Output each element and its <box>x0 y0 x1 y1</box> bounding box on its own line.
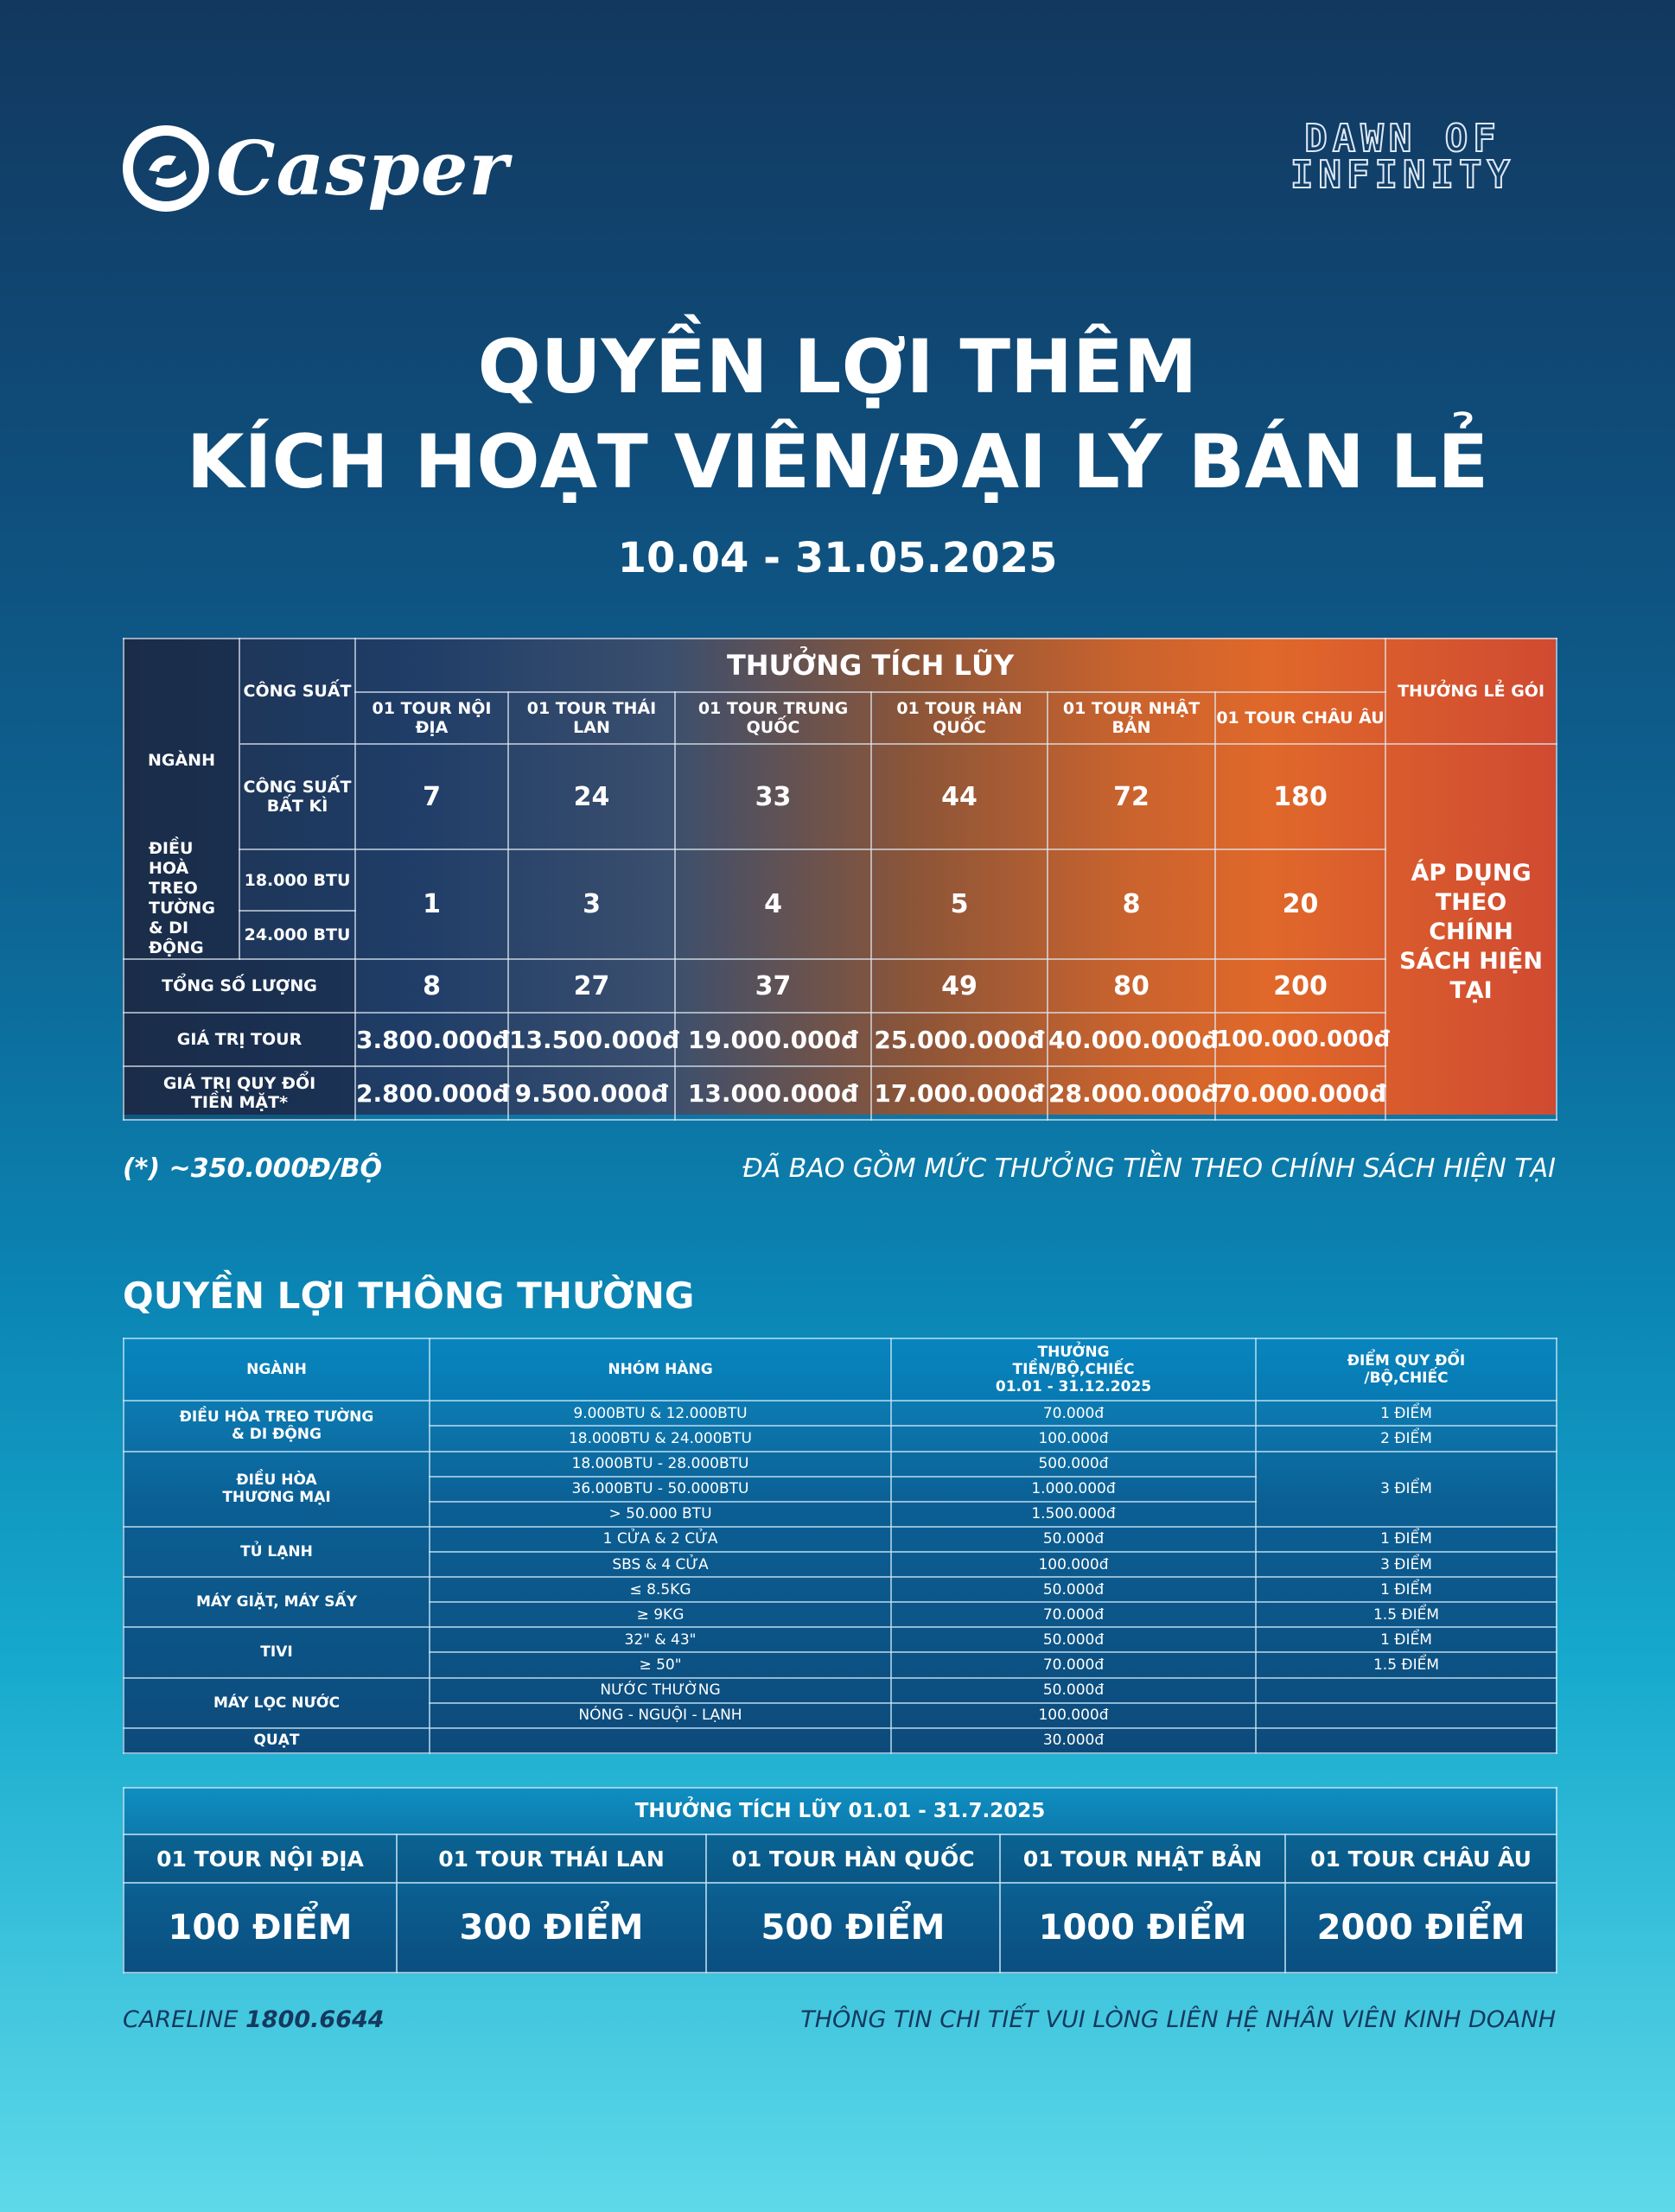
category-cell: ĐIỀU HÒA THƯƠNG MẠI <box>124 1452 430 1527</box>
category-cell: QUẠT <box>124 1728 430 1753</box>
group-cell: 18.000BTU & 24.000BTU <box>430 1426 891 1451</box>
cell-cash: 9.500.000đ <box>508 1066 675 1120</box>
group-cell: SBS & 4 CỬA <box>430 1552 891 1577</box>
section-title: QUYỀN LỢI THÔNG THƯỜNG <box>123 1274 695 1317</box>
group-cell <box>430 1728 891 1753</box>
category-cell: ĐIỀU HÒA TREO TƯỜNG & DI ĐỘNG <box>124 1401 430 1451</box>
cell-tour-value: 100.000.000đ <box>1215 1013 1385 1066</box>
casper-emblem-icon <box>123 125 209 212</box>
money-cell: 1.000.000đ <box>891 1477 1256 1502</box>
points-cell: 1 ĐIỂM <box>1256 1627 1557 1652</box>
page-title <box>0 320 1675 510</box>
money-cell: 70.000đ <box>891 1602 1256 1627</box>
tour-name: 01 TOUR NHẬT BẢN <box>1000 1834 1285 1883</box>
footer-contact-note: THÔNG TIN CHI TIẾT VUI LÒNG LIÊN HỆ NHÂN VIÊN KINH DOANH <box>800 2006 1556 2033</box>
cell-total: 37 <box>675 959 871 1013</box>
money-cell: 70.000đ <box>891 1652 1256 1677</box>
footnote-right: ĐÃ BAO GỒM MỨC THƯỞNG TIỀN THEO CHÍNH SÁCH HIỆN TẠI <box>742 1154 1556 1184</box>
cell-cash: 2.800.000đ <box>355 1066 508 1120</box>
cell-total: 80 <box>1048 959 1215 1013</box>
group-header: THƯỞNG TÍCH LŨY <box>355 639 1385 692</box>
accumulated-reward-table <box>123 638 1556 1115</box>
points-cell: 3 ĐIỂM <box>1256 1552 1557 1577</box>
cell-any: 24 <box>508 744 675 849</box>
header-nganh: NGÀNH <box>124 1338 430 1401</box>
money-cell: 50.000đ <box>891 1577 1256 1602</box>
cell-any: 7 <box>355 744 508 849</box>
points-reward-table <box>123 1787 1556 1974</box>
col-nganh: NGÀNH <box>147 751 215 770</box>
points-cell <box>1256 1728 1557 1753</box>
money-cell: 50.000đ <box>891 1527 1256 1552</box>
cell-btu: 4 <box>675 849 871 959</box>
money-cell: 1.500.000đ <box>891 1502 1256 1527</box>
tour-value-label: GIÁ TRỊ TOUR <box>124 1013 355 1066</box>
row-any-label: CÔNG SUẤT BẤT KÌ <box>239 744 355 849</box>
points-cell: 1 ĐIỂM <box>1256 1577 1557 1602</box>
tour-name: 01 TOUR NỘI ĐỊA <box>124 1834 397 1883</box>
category-cell: MÁY LỌC NƯỚC <box>124 1678 430 1728</box>
group-cell: 1 CỬA & 2 CỬA <box>430 1527 891 1552</box>
category-cell: TIVI <box>124 1627 430 1677</box>
money-cell: 100.000đ <box>891 1552 1256 1577</box>
group-cell: 9.000BTU & 12.000BTU <box>430 1401 891 1426</box>
cell-tour-value: 19.000.000đ <box>675 1013 871 1066</box>
money-cell: 100.000đ <box>891 1703 1256 1728</box>
careline <box>123 2006 385 2033</box>
cell-total: 8 <box>355 959 508 1013</box>
group-cell: 32" & 43" <box>430 1627 891 1652</box>
tour-header: 01 TOUR CHÂU ÂU <box>1215 692 1385 744</box>
group-cell: 18.000BTU - 28.000BTU <box>430 1452 891 1477</box>
points-cell: 1.5 ĐIỂM <box>1256 1652 1557 1677</box>
total-label: TỔNG SỐ LƯỢNG <box>124 959 355 1013</box>
points-cell: 2 ĐIỂM <box>1256 1426 1557 1451</box>
group-cell: ≥ 9KG <box>430 1602 891 1627</box>
careline-number: 1800.6644 <box>245 2006 385 2033</box>
tour-header: 01 TOUR THÁI LAN <box>508 692 675 744</box>
casper-logo <box>123 121 509 216</box>
cell-total: 49 <box>871 959 1048 1013</box>
points-cell: 3 ĐIỂM <box>1256 1452 1557 1527</box>
header-diem: ĐIỂM QUY ĐỔI /BỘ,CHIẾC <box>1256 1338 1557 1401</box>
group-cell: ≥ 50" <box>430 1652 891 1677</box>
cell-btu: 5 <box>871 849 1048 959</box>
cash-label: GIÁ TRỊ QUY ĐỔI TIỀN MẶT* <box>124 1066 355 1120</box>
group-cell: ≤ 8.5KG <box>430 1577 891 1602</box>
group-cell: NÓNG - NGUỘI - LẠNH <box>430 1703 891 1728</box>
tour-name: 01 TOUR CHÂU ÂU <box>1285 1834 1557 1883</box>
group-cell: 36.000BTU - 50.000BTU <box>430 1477 891 1502</box>
header-nhom-hang: NHÓM HÀNG <box>430 1338 891 1401</box>
group-cell: NƯỚC THƯỜNG <box>430 1678 891 1703</box>
cell-total: 27 <box>508 959 675 1013</box>
cell-cash: 13.000.000đ <box>675 1066 871 1120</box>
points-cell <box>1256 1703 1557 1728</box>
tour-header: 01 TOUR HÀN QUỐC <box>871 692 1048 744</box>
row-18k-label: 18.000 BTU <box>239 849 355 911</box>
money-cell: 30.000đ <box>891 1728 1256 1753</box>
cell-btu: 1 <box>355 849 508 959</box>
cell-btu: 20 <box>1215 849 1385 959</box>
money-cell: 70.000đ <box>891 1401 1256 1426</box>
points-cell: 1.5 ĐIỂM <box>1256 1602 1557 1627</box>
careline-label: CARELINE <box>123 2006 239 2033</box>
tour-name: 01 TOUR HÀN QUỐC <box>706 1834 1000 1883</box>
points-cell: 1 ĐIỂM <box>1256 1527 1557 1552</box>
row-24k-label: 24.000 BTU <box>239 911 355 959</box>
cell-any: 180 <box>1215 744 1385 849</box>
col-cong-suat: CÔNG SUẤT <box>239 639 355 744</box>
campaign-logo-line2: INFINITY <box>1290 153 1515 197</box>
money-cell: 50.000đ <box>891 1627 1256 1652</box>
standard-benefit-table <box>123 1338 1556 1754</box>
cell-total: 200 <box>1215 959 1385 1013</box>
cell-any: 72 <box>1048 744 1215 849</box>
tour-points: 100 ĐIỂM <box>124 1883 397 1973</box>
header-thuong-tien: THƯỞNG TIỀN/BỘ,CHIẾC 01.01 - 31.12.2025 <box>891 1338 1256 1401</box>
cell-tour-value: 3.800.000đ <box>355 1013 508 1066</box>
col-le-goi: THƯỞNG LẺ GÓI <box>1385 639 1557 744</box>
cell-cash: 17.000.000đ <box>871 1066 1048 1120</box>
points-cell: 1 ĐIỂM <box>1256 1401 1557 1426</box>
cell-tour-value: 40.000.000đ <box>1048 1013 1215 1066</box>
tour-points: 500 ĐIỂM <box>706 1883 1000 1973</box>
cell-any: 44 <box>871 744 1048 849</box>
cell-tour-value: 13.500.000đ <box>508 1013 675 1066</box>
tour-points: 1000 ĐIỂM <box>1000 1883 1285 1973</box>
cell-cash: 28.000.000đ <box>1048 1066 1215 1120</box>
title-line2: KÍCH HOẠT VIÊN/ĐẠI LÝ BÁN LẺ <box>186 419 1489 505</box>
cell-tour-value: 25.000.000đ <box>871 1013 1048 1066</box>
campaign-logo-line1: DAWN OF <box>1304 117 1501 161</box>
title-line1: QUYỀN LỢI THÊM <box>477 324 1198 410</box>
campaign-logo <box>1247 117 1558 197</box>
cell-any: 33 <box>675 744 871 849</box>
category-cell: MÁY GIẶT, MÁY SẤY <box>124 1577 430 1627</box>
footnote-left: (*) ~350.000Đ/BỘ <box>123 1154 383 1184</box>
tour-name: 01 TOUR THÁI LAN <box>397 1834 706 1883</box>
tour-points: 300 ĐIỂM <box>397 1883 706 1973</box>
category-label: ĐIỀU HOÀ TREO TƯỜNG & DI ĐỘNG <box>149 839 215 957</box>
category-cell: TỦ LẠNH <box>124 1527 430 1577</box>
cell-btu: 8 <box>1048 849 1215 959</box>
tour-points: 2000 ĐIỂM <box>1285 1883 1557 1973</box>
cell-cash: 70.000.000đ <box>1215 1066 1385 1120</box>
promo-dates: 10.04 - 31.05.2025 <box>617 534 1058 582</box>
group-cell: > 50.000 BTU <box>430 1502 891 1527</box>
money-cell: 100.000đ <box>891 1426 1256 1451</box>
tour-header: 01 TOUR NHẬT BẢN <box>1048 692 1215 744</box>
money-cell: 50.000đ <box>891 1678 1256 1703</box>
tour-header: 01 TOUR NỘI ĐỊA <box>355 692 508 744</box>
money-cell: 500.000đ <box>891 1452 1256 1477</box>
tour-header: 01 TOUR TRUNG QUỐC <box>675 692 871 744</box>
le-goi-value: ÁP DỤNG THEO CHÍNH SÁCH HIỆN TẠI <box>1385 744 1557 1120</box>
cell-btu: 3 <box>508 849 675 959</box>
points-table-caption: THƯỞNG TÍCH LŨY 01.01 - 31.7.2025 <box>124 1788 1557 1834</box>
brand-name: Casper <box>216 124 509 213</box>
points-cell <box>1256 1678 1557 1703</box>
